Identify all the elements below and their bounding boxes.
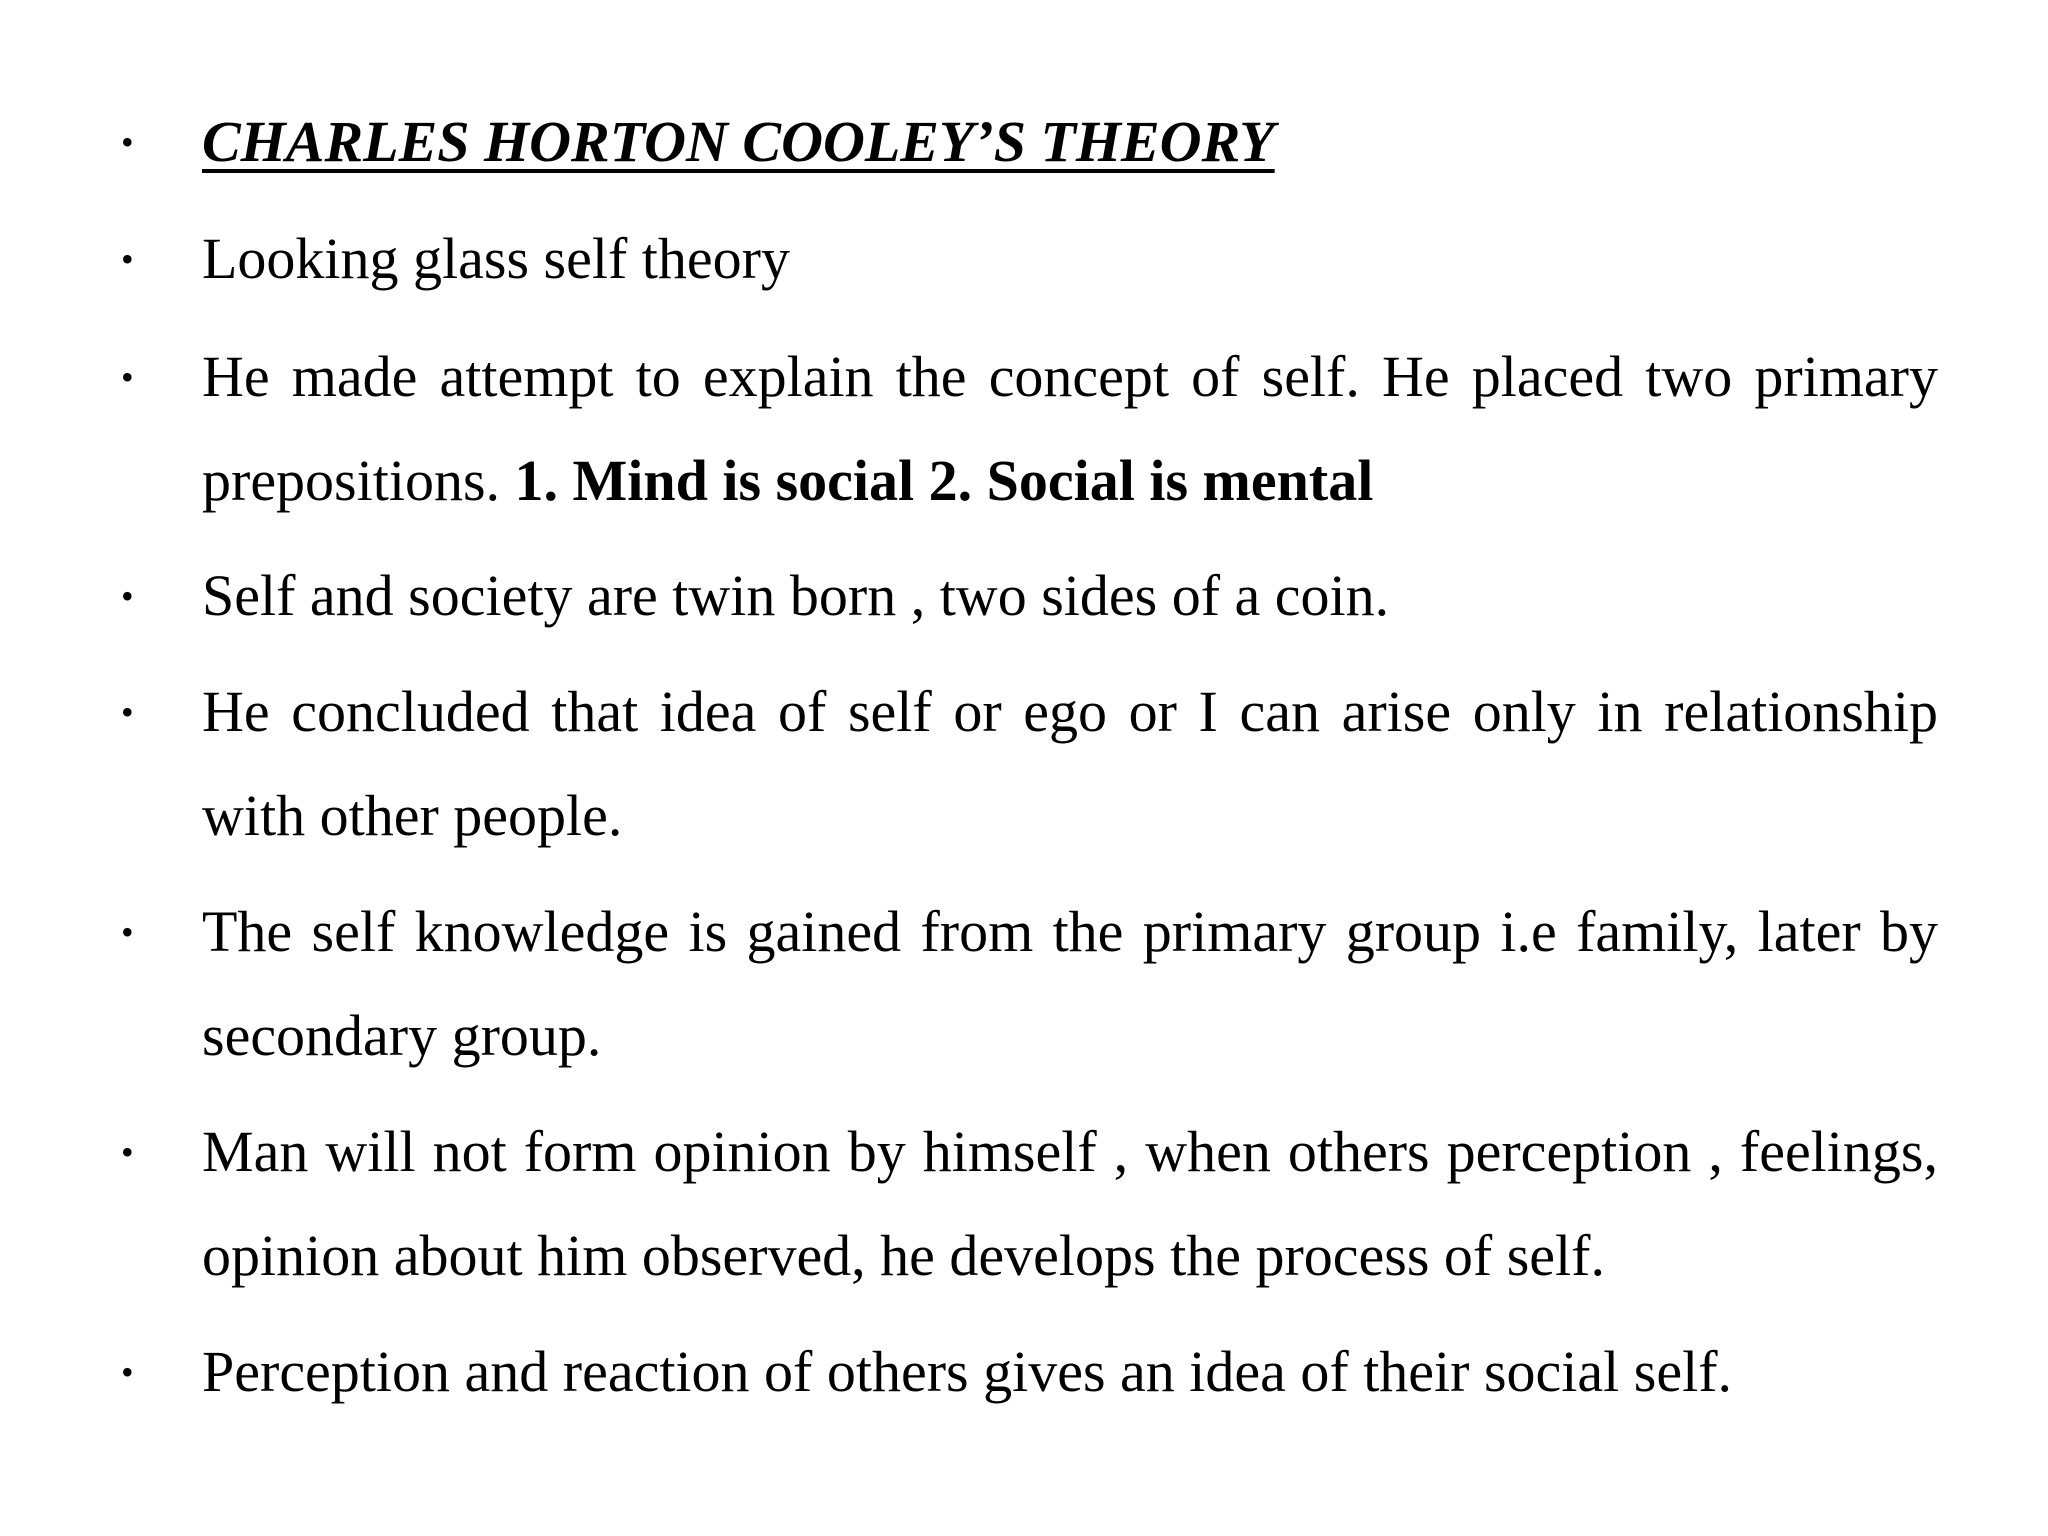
bullet-icon: • xyxy=(121,239,134,279)
bullet-icon: • xyxy=(121,1132,134,1172)
bullet-icon: • xyxy=(121,576,134,616)
list-item-text: Man will not form opinion by himself , when others perception , feelings, opinion about him observed, he develops the process of self. xyxy=(202,1119,1938,1288)
list-item-text: He concluded that idea of self or ego or I can arise only in relationship with other people. xyxy=(202,679,1938,848)
heading-text: CHARLES HORTON COOLEY’S THEORY xyxy=(202,109,1275,174)
list-item-text-regular: He made attempt to explain the concept of self. He placed two primary prepositions. xyxy=(202,344,1938,513)
bullet-icon: • xyxy=(121,912,134,952)
list-item-text: Self and society are twin born , two sides of a coin. xyxy=(202,563,1390,628)
bullet-icon: • xyxy=(121,122,134,162)
list-item-text: Perception and reaction of others gives an idea of their social self. xyxy=(202,1339,1733,1404)
list-item-text xyxy=(202,325,1938,533)
list-item-text-bold: 1. Mind is social 2. Social is mental xyxy=(514,448,1374,513)
bullet-icon: • xyxy=(121,1352,134,1392)
bullet-icon: • xyxy=(121,357,134,397)
list-item-text: The self knowledge is gained from the primary group i.e family, later by secondary group. xyxy=(202,899,1938,1068)
list-item-text: Looking glass self theory xyxy=(202,226,790,291)
bullet-icon: • xyxy=(121,692,134,732)
